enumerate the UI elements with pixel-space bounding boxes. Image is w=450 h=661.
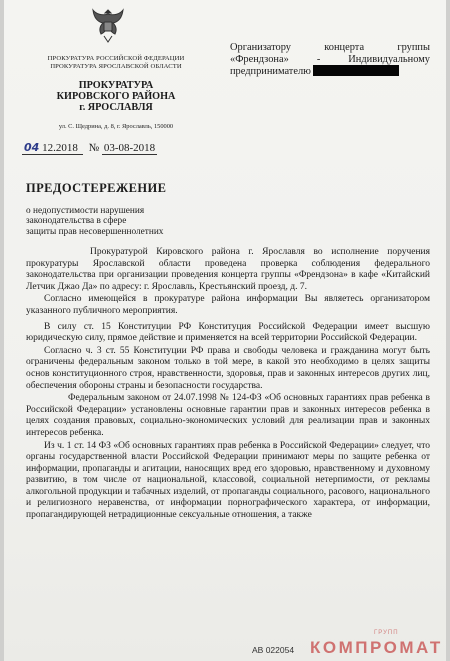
office-address: ул. С. Щедрина, д. 8, г. Ярославль, 150000 [58, 123, 174, 130]
document-body [26, 247, 430, 523]
body-paragraph: Из ч. 1 ст. 14 ФЗ «Об основных гарантиях прав ребенка в Российской Федерации» следует, что органы государственной власти Российской Федерации принимают меры по защите ребенка от информации, пропаганды и агитации, наносящих вред его здоровью, нравственному и духовному развитию, в том числе от национальной, классовой, социальной нетерпимости, от рекламы алкогольной продукции и табачных изделий, от пропаганды социального, расового, национального и религиозного неравенства, от информации порнографического характера, от информации, пропагандирующей нетрадиционные сексуальные отношения, а также [26, 440, 430, 521]
coat-of-arms-emblem-icon [90, 6, 126, 46]
subject-line: защиты прав несовершеннолетних [26, 226, 164, 237]
recipient-word: - [316, 53, 321, 65]
watermark-subtext: ГРУПП [374, 630, 399, 636]
recipient-word: Индивидуальному [348, 53, 430, 65]
body-paragraph: Прокуратурой Кировского района г. Ярославля во исполнение поручения прокуратуры Ярославской области проведена проверка соблюдения федерального законодательства при организации проведения концерта группы «Френдзона» в кафе «Китайский Летчик Джао Да» по адресу: г. Ярославль, Крестьянский проезд, д. 7. [26, 247, 430, 292]
office-name-line-3: г. ЯРОСЛАВЛЯ [79, 102, 153, 113]
handwritten-day: 04 [24, 141, 40, 154]
recipient-word: концерта [324, 42, 365, 53]
body-paragraph: Согласно ч. 3 ст. 55 Конституции РФ права и свободы человека и гражданина могут быть ограничены федеральным законом только в той мере, в какой это необходимо в целях защиты основ конституционного строя, нравственности, здоровья, прав и законных интересов других лиц, обеспечения обороны страны и безопасности государства. [26, 345, 430, 391]
date-number-row [22, 141, 222, 154]
body-paragraph: Согласно имеющейся в прокуратуре района информации Вы являетесь организатором указанного публичного мероприятия. [26, 294, 430, 316]
body-paragraph: В силу ст. 15 Конституции РФ Конституция Российской Федерации имеет высшую юридическую силу, прямое действие и применяется на всей территории Российской Федерации. [26, 321, 430, 344]
subject-block [26, 206, 226, 237]
org-name-line-2: ПРОКУРАТУРА ЯРОСЛАВСКОЙ ОБЛАСТИ [50, 63, 182, 70]
recipient-word: группы [397, 42, 430, 53]
body-paragraph: Федеральным законом от 24.07.1998 № 124-ФЗ «Об основных гарантиях прав ребенка в Российской Федерации» установлены основные гарантии прав и законных интересов ребенка в целях создания правовых, социально-экономических условий для реализации прав и законных интересов ребенка. [26, 393, 430, 438]
recipient-line-3: предпринимателю [230, 66, 311, 77]
document-number: 03-08-2018 [103, 142, 156, 154]
recipient-word: «Френдзона» [230, 53, 289, 65]
subject-line: о недопустимости нарушения [26, 206, 145, 216]
form-serial-number: АВ 022054 [252, 645, 295, 655]
document-date: 12.2018 [42, 142, 78, 154]
org-name-line-1: ПРОКУРАТУРА РОССИЙСКОЙ ФЕДЕРАЦИИ [47, 55, 185, 62]
office-name-line-1: ПРОКУРАТУРА [78, 80, 154, 91]
document-page [4, 0, 446, 661]
recipient-block [230, 42, 430, 78]
number-label: № [88, 142, 100, 154]
office-name-line-2: КИРОВСКОГО РАЙОНА [56, 91, 176, 102]
redaction-bar [313, 65, 399, 76]
document-title: ПРЕДОСТЕРЕЖЕНИЕ [26, 181, 167, 195]
watermark-logo: КОМПРОМАТ [310, 638, 443, 657]
recipient-word: Организатору [230, 42, 291, 53]
subject-line: законодательства в сфере [26, 216, 127, 227]
